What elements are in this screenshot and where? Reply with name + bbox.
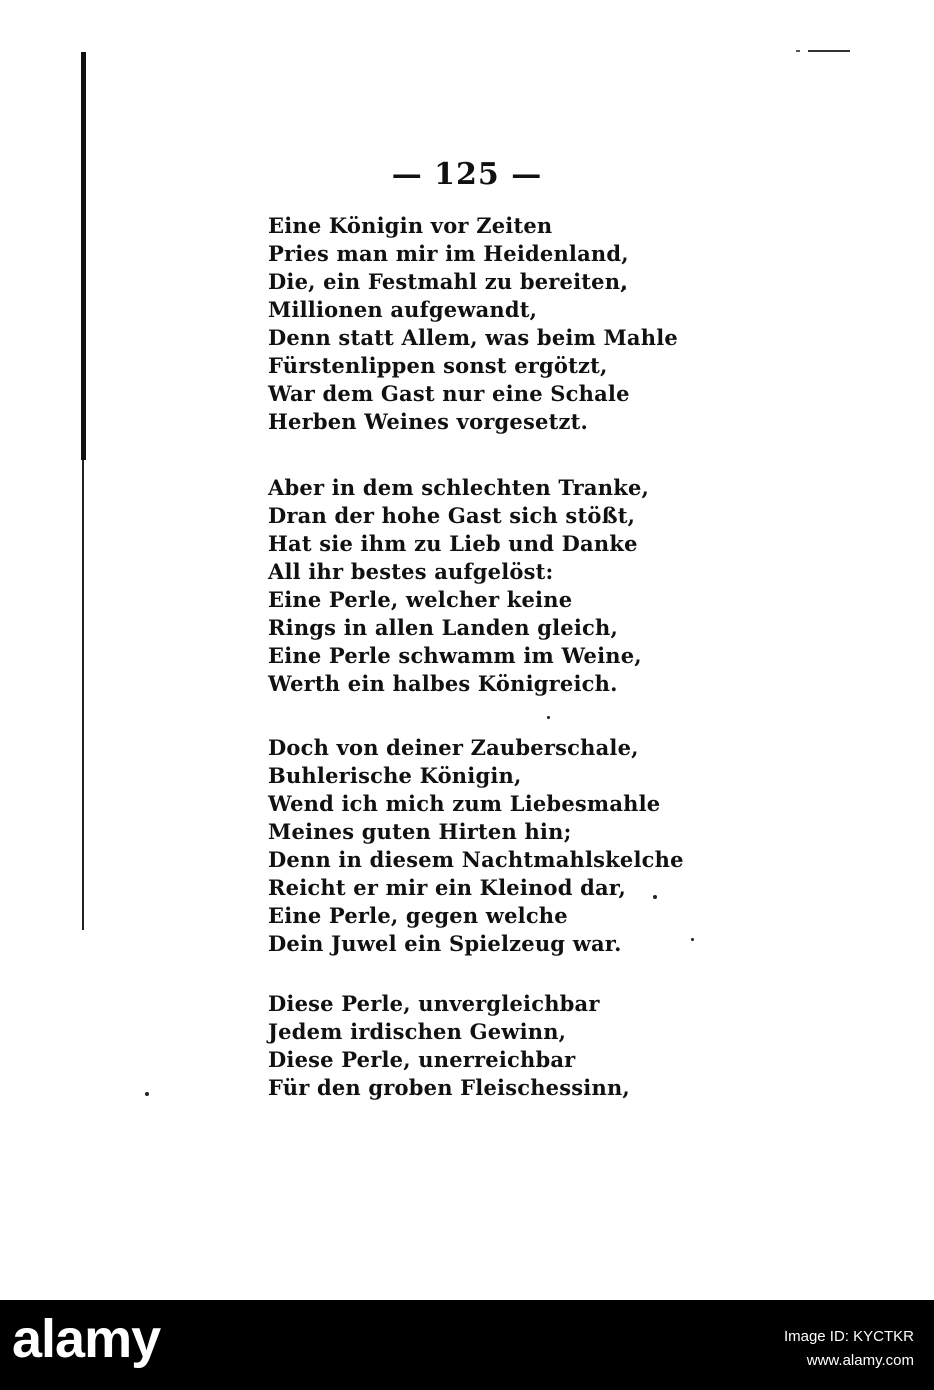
- verse-line: Eine Perle schwamm im Weine,: [268, 643, 642, 668]
- verse-line: Eine Perle, gegen welche: [268, 903, 568, 928]
- print-speck: [145, 1092, 149, 1096]
- verse-line: Buhlerische Königin,: [268, 763, 522, 788]
- stanza-4: [268, 990, 630, 1102]
- stanza-2: [268, 474, 649, 698]
- verse-line: Rings in allen Landen gleich,: [268, 615, 619, 640]
- edge-mark: [796, 50, 800, 52]
- page-number: — 125 —: [391, 157, 543, 192]
- page-edge-rule: [81, 52, 86, 460]
- verse-line: Meines guten Hirten hin;: [268, 819, 572, 844]
- verse-line: All ihr bestes aufgelöst:: [268, 559, 554, 584]
- edge-dash: [808, 50, 850, 52]
- verse-line: Wend ich mich zum Liebesmahle: [268, 791, 661, 816]
- verse-line: Werth ein halbes Königreich.: [268, 671, 618, 696]
- page-edge-rule-lower: [82, 460, 84, 930]
- verse-line: Die, ein Festmahl zu bereiten,: [268, 269, 628, 294]
- verse-line: Herben Weines vorgesetzt.: [268, 409, 588, 434]
- verse-line: War dem Gast nur eine Schale: [268, 381, 630, 406]
- verse-line: Millionen aufgewandt,: [268, 297, 538, 322]
- verse-line: Dein Juwel ein Spielzeug war.: [268, 931, 622, 956]
- verse-line: Diese Perle, unerreichbar: [268, 1047, 576, 1072]
- print-speck: [547, 716, 550, 719]
- verse-line: Eine Königin vor Zeiten: [268, 213, 553, 238]
- verse-line: Aber in dem schlechten Tranke,: [268, 475, 650, 500]
- print-speck: [691, 938, 694, 941]
- verse-line: Hat sie ihm zu Lieb und Danke: [268, 531, 638, 556]
- verse-line: Denn statt Allem, was beim Mahle: [268, 325, 678, 350]
- verse-line: Doch von deiner Zauberschale,: [268, 735, 639, 760]
- stanza-3: [268, 734, 684, 958]
- stanza-1: [268, 212, 678, 436]
- verse-line: Diese Perle, unvergleichbar: [268, 991, 600, 1016]
- verse-line: Eine Perle, welcher keine: [268, 587, 573, 612]
- site-url: www.alamy.com: [806, 1352, 914, 1369]
- verse-line: Denn in diesem Nachtmahlskelche: [268, 847, 684, 872]
- image-id-label: Image ID: KYCTKR: [783, 1328, 914, 1345]
- verse-line: Pries man mir im Heidenland,: [268, 241, 629, 266]
- alamy-logo: alamy: [12, 1309, 161, 1369]
- verse-line: Jedem irdischen Gewinn,: [268, 1019, 567, 1044]
- verse-line: Für den groben Fleischessinn,: [268, 1075, 630, 1100]
- watermark-bar: [0, 1300, 934, 1390]
- verse-line: Dran der hohe Gast sich stößt,: [268, 503, 636, 528]
- verse-line: Fürstenlippen sonst ergötzt,: [268, 353, 608, 378]
- verse-line: Reicht er mir ein Kleinod dar,: [268, 875, 627, 900]
